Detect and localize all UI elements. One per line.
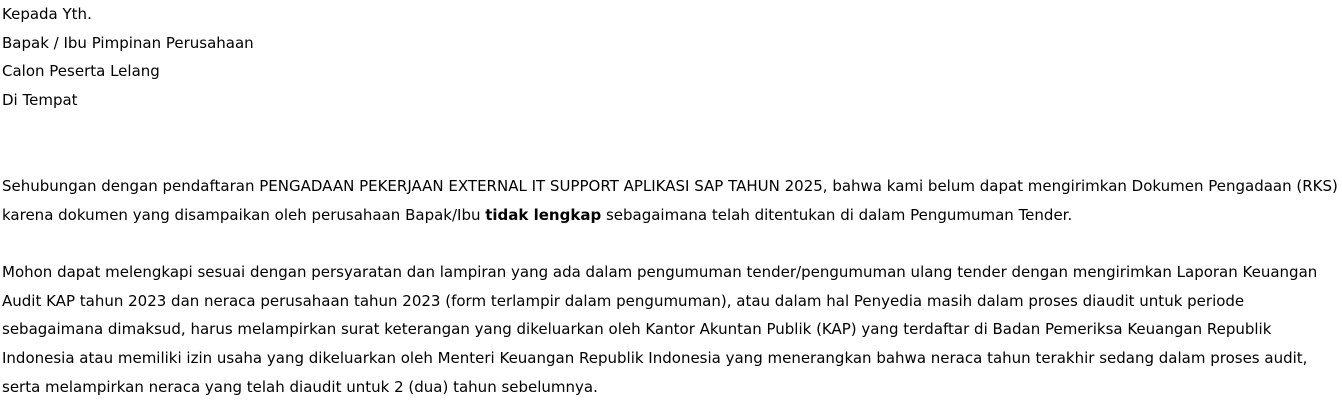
paragraph-1-text-a: Sehubungan dengan pendaftaran PENGADAAN PEKERJAAN EXTERNAL IT SUPPORT APLIKASI SAP TAHUN 2025, bahwa kami belum dapat mengirimkan Dokumen Pengadaan (RKS) karena dokumen yang disampaikan oleh perusahaan Bapak/Ibu [2, 176, 1338, 224]
recipient-line-3: Di Tempat [2, 91, 78, 110]
recipient-line-1: Bapak / Ibu Pimpinan Perusahaan [2, 33, 254, 52]
paragraph-1-text-b: sebagaimana telah ditentukan di dalam Pengumuman Tender. [601, 205, 1073, 224]
spacer [2, 229, 1338, 258]
salutation: Kepada Yth. [2, 5, 92, 23]
spacer [2, 115, 1338, 172]
paragraph-2: Mohon dapat melengkapi sesuai dengan persyaratan dan lampiran yang ada dalam pengumuman tender/pengumuman ulang tender dengan mengirimkan Laporan Keuangan Audit KAP tahun 2023 dan neraca perusahaan tahun 2023 (form terlampir dalam pengumuman), atau dalam hal Penyedia masih dalam proses diaudit untuk periode sebagaimana dimaksud, harus melampirkan surat keterangan yang dikeluarkan oleh Kantor Akuntan Publik (KAP) yang terdaftar di Badan Pemeriksa Keuangan Republik Indonesia atau memiliki izin usaha yang dikeluarkan oleh Menteri Keuangan Republik Indonesia yang menerangkan bahwa neraca tahun terakhir sedang dalam proses audit, serta melampirkan neraca yang telah diaudit untuk 2 (dua) tahun sebelumnya. [2, 262, 1318, 396]
paragraph-1 [2, 172, 1338, 229]
paragraph-1-emphasis: tidak lengkap [485, 205, 602, 224]
recipient-line-2: Calon Peserta Lelang [2, 62, 160, 81]
